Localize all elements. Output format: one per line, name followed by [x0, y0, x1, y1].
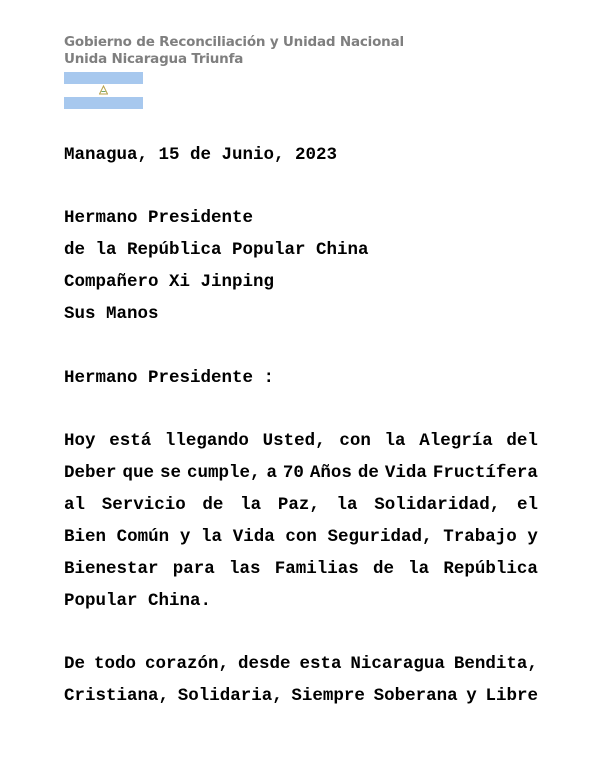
word: Alegría: [419, 431, 493, 451]
word: China.: [148, 591, 212, 611]
word: Nicaragua: [350, 654, 445, 674]
paragraph-line: [64, 489, 538, 521]
word: a: [266, 463, 277, 483]
salutation: Hermano Presidente :: [64, 368, 275, 388]
word: que: [122, 463, 154, 483]
paragraph-line: [64, 648, 538, 680]
word: Común: [116, 527, 170, 547]
letterhead: [64, 34, 404, 68]
word: de: [202, 495, 224, 515]
flag-top-stripe: [64, 72, 143, 84]
word: Hoy: [64, 431, 96, 451]
word: Años: [309, 463, 352, 483]
word: y: [527, 527, 538, 547]
recipient-line: Sus Manos: [64, 304, 159, 324]
paragraph-line: [64, 457, 538, 489]
word: Bendita,: [453, 654, 538, 674]
paragraph-1: [64, 425, 538, 617]
government-name: Gobierno de Reconciliación y Unidad Nacional: [64, 34, 404, 50]
word: De: [64, 654, 86, 674]
paragraph-line: [64, 680, 538, 712]
paragraph-2: [64, 648, 538, 712]
word: Siempre: [291, 686, 365, 706]
word: se: [159, 463, 181, 483]
flag-bottom-stripe: [64, 97, 143, 109]
word: del: [506, 431, 538, 451]
word: Fructífera: [432, 463, 538, 483]
word: Deber: [64, 463, 117, 483]
word: cumple,: [186, 463, 261, 483]
word: está: [109, 431, 152, 451]
letter-date: Managua, 15 de Junio, 2023: [64, 145, 338, 165]
word: Bienestar: [64, 559, 159, 579]
word: llegando: [164, 431, 249, 451]
word: de: [372, 559, 394, 579]
paragraph-line: [64, 553, 538, 585]
word: Trabajo: [443, 527, 517, 547]
word: para: [172, 559, 215, 579]
word: Libre: [485, 686, 538, 706]
word: Bien: [64, 527, 107, 547]
word: la: [201, 527, 223, 547]
word: Solidaridad,: [374, 495, 501, 515]
word: con: [285, 527, 317, 547]
word: Vida: [232, 527, 275, 547]
word: Cristiana,: [64, 686, 170, 706]
word: Usted,: [262, 431, 326, 451]
nicaragua-flag-icon: [64, 72, 143, 109]
word: desde: [237, 654, 291, 674]
word: todo: [93, 654, 136, 674]
word: República: [443, 559, 538, 579]
word: con: [339, 431, 371, 451]
word: al: [64, 495, 86, 515]
word: corazón,: [144, 654, 229, 674]
word: la: [336, 495, 358, 515]
government-slogan: Unida Nicaragua Triunfa: [64, 51, 244, 67]
word: el: [516, 495, 538, 515]
word: y: [466, 686, 477, 706]
coat-of-arms-icon: [99, 85, 108, 95]
word: y: [179, 527, 191, 547]
word: Paz,: [277, 495, 320, 515]
word: 70: [282, 463, 304, 483]
word: Vida: [384, 463, 427, 483]
paragraph-line: [64, 585, 538, 617]
word: la: [384, 431, 406, 451]
word: las: [228, 559, 261, 579]
word: Familias: [274, 559, 359, 579]
word: de: [357, 463, 379, 483]
word: Soberana: [373, 686, 458, 706]
recipient-line: de la República Popular China: [64, 240, 369, 260]
word: esta: [299, 654, 342, 674]
word: la: [408, 559, 430, 579]
paragraph-line: [64, 521, 538, 553]
word: la: [240, 495, 262, 515]
word: Popular: [64, 591, 138, 611]
word: Seguridad,: [327, 527, 433, 547]
recipient-line: Hermano Presidente: [64, 208, 254, 228]
paragraph-line: [64, 425, 538, 457]
word: Servicio: [101, 495, 186, 515]
word: Solidaria,: [177, 686, 283, 706]
recipient-line: Compañero Xi Jinping: [64, 272, 275, 292]
